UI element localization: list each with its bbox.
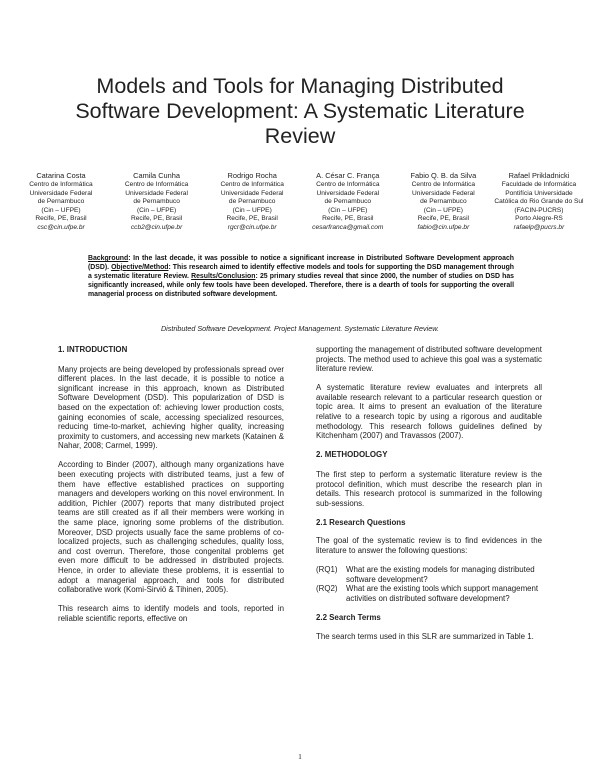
abstract-background-text: : In the last decade, it was possible to notice a significant increase in Distributed Software Development approach (DSD). [88,255,514,271]
abstract-objective-text: : This research aimed to identify effective models and tools for supporting the DSD management through a systematic literature Review. [88,263,514,280]
paragraph: A systematic literature review evaluates and interprets all available research relevant to a particular research question or topic area. It aims to present an evaluation of the literature relative to a research topic by using a rigorous and auditable methodology. This research follows guidelines defined by Kitchenham (2007) and Travassos (2007). [316,383,542,441]
author-name: Camila Cunha [133,171,181,180]
author-6 [493,171,585,233]
author-location: Recife, PE, Brasil [226,215,278,223]
author-affiliation-line: Pontifícia Universidade [505,189,573,197]
abstract-results-label: Results/Conclusion [191,272,256,280]
author-affiliation-line: Universidade Federal [125,189,188,197]
author-affiliation-line: (Cin – UFPE) [41,206,81,214]
author-name: A. César C. França [316,171,380,180]
author-affiliation-line: Faculdade de Informática [501,181,577,188]
author-4 [302,171,394,233]
author-affiliation-line: de Pernambuco [420,198,467,206]
author-affiliation-line: Centro de Informática [124,181,189,188]
research-question-1 [316,565,542,584]
author-affiliation-line: Universidade Federal [220,189,284,197]
rq-text: What are the existing tools which support management activities on distributed software development? [346,584,539,603]
author-affiliation-line: (Cin – UFPE) [232,206,272,214]
paragraph: supporting the management of distributed software development projects. The method used to achieve this goal was a systematic literature review. [316,345,542,374]
author-location: Recife, PE, Brasil [130,215,183,223]
title-line-2: Software Development: A Systematic Literature [75,99,525,123]
subsection-heading-search-terms: 2.2 Search Terms [316,612,381,622]
title-line-1: Models and Tools for Managing Distributed [96,74,504,98]
subsection-heading-research-questions: 2.1 Research Questions [316,517,406,527]
paragraph: The first step to perform a systematic literature review is the protocol definition, which must describe the research plan in details. This research protocol is summarized in the following sub-sessions. [316,469,542,508]
author-affiliation-line: (Cin – UFPE) [328,206,368,214]
author-email: csc@cin.ufpe.br [37,223,85,231]
author-name: Catarina Costa [36,171,86,180]
paragraph: The goal of the systematic review is to find evidences in the literature to answer the following questions: [316,536,542,555]
author-affiliation-line: Centro de Informática [411,181,476,188]
author-affiliation-line: de Pernambuco [133,198,180,206]
abstract-objective-label: Objective/Method [111,263,169,271]
author-affiliation-line: Centro de Informática [316,181,380,188]
paper-title [60,74,540,149]
author-location: Recife, PE, Brasil [35,215,87,223]
section-heading-methodology: 2. METHODOLOGY [316,450,388,460]
author-affiliation-line: Católica do Rio Grande do Sul [494,198,584,206]
abstract-results-text: : 25 primary studies reveal that since 2000, the number of studies on DSD has significantly increased, while only few tools have been developed. Therefore, there is a dearth of tools for supporting the overall managerial process on distributed software development. [88,272,514,298]
author-email: ccb2@cin.ufpe.br [130,223,183,231]
rq-id: (RQ2) [316,584,338,594]
paragraph: Many projects are being developed by professionals spread over different places. In the last decade, it is possible to notice a significant increase in this approach, known as Distributed Software Development (DSD). This popularization of DSD is based on the expectation of: achieving lower production costs, gaining economies of scale, accessing specialized resources, reducing time-to-market, achieving higher quality, increasing proximity to customers, and accessing new markets (Katainen & Nahar, 2008; Carmel, 1999). [58,364,284,451]
keywords: Distributed Software Development. Project Management. Systematic Literature Review. [160,324,440,333]
author-name: Fabio Q. B. da Silva [410,171,477,180]
author-email: rgcr@cin.ufpe.br [227,223,277,231]
title-line-3: Review [264,124,336,148]
author-affiliation-line: (Cin – UFPE) [423,206,463,214]
author-affiliation-line: de Pernambuco [228,198,276,206]
rq-id: (RQ1) [316,565,338,575]
paragraph: This research aims to identify models and tools, reported in reliable scientific reports, effective on [58,604,284,623]
left-column [58,345,284,633]
author-name: Rodrigo Rocha [227,171,277,180]
author-affiliation-line: Centro de Informática [29,181,93,188]
right-column [316,345,542,651]
section-heading-introduction: 1. INTRODUCTION [58,345,128,354]
author-location: Recife, PE, Brasil [417,215,470,223]
author-affiliation-line: (Cin – UFPE) [136,206,177,214]
research-question-2 [316,584,542,603]
author-affiliation-line: Centro de Informática [220,181,284,188]
author-affiliation-line: Universidade Federal [316,189,380,197]
author-affiliation-line: de Pernambuco [324,198,372,206]
author-affiliation-line: Universidade Federal [29,189,93,197]
author-affiliation-line: (FACIN-PUCRS) [514,206,564,214]
author-email: fabio@cin.ufpe.br [417,223,470,231]
rq-text: What are the existing models for managing distributed software development? [346,565,535,584]
author-3 [206,171,298,233]
author-location: Recife, PE, Brasil [322,215,374,223]
author-2 [111,171,203,233]
author-location: Porto Alegre-RS [515,215,563,223]
author-name: Rafael Prikladnicki [508,171,570,180]
page-number: 1 [298,752,302,761]
abstract [88,255,514,300]
author-1 [15,171,107,233]
author-5 [397,171,489,233]
author-affiliation-line: Universidade Federal [412,189,475,197]
abstract-background-label: Background [88,255,129,262]
author-block [15,171,585,233]
author-email: rafaelp@pucrs.br [513,223,565,231]
author-affiliation-line: de Pernambuco [37,198,85,206]
paragraph: The search terms used in this SLR are summarized in Table 1. [316,631,534,641]
author-email: cesarfranca@gmail.com [312,223,384,231]
paragraph: According to Binder (2007), although many organizations have been executing projects with distributed teams, just a few of them have effective established practices on supporting managers and developers working on this novel environment. In addition, Pichler (2007) reports that many distributed project teams are still created as if all their members were working in the same place, ignoring some problems of the distribution. Moreover, DSD projects usually face the same problems of co-localized projects, such as challenging schedules, quality loss, and cost overrun. Therefore, those congenital problems get even more difficult to be addressed in distributed projects. Hence, in order to alleviate these problems, it is essential to adopt a managerial approach, and tools for distributed collaborative work (Komi-Sirviö & Tihinen, 2005). [58,460,284,595]
